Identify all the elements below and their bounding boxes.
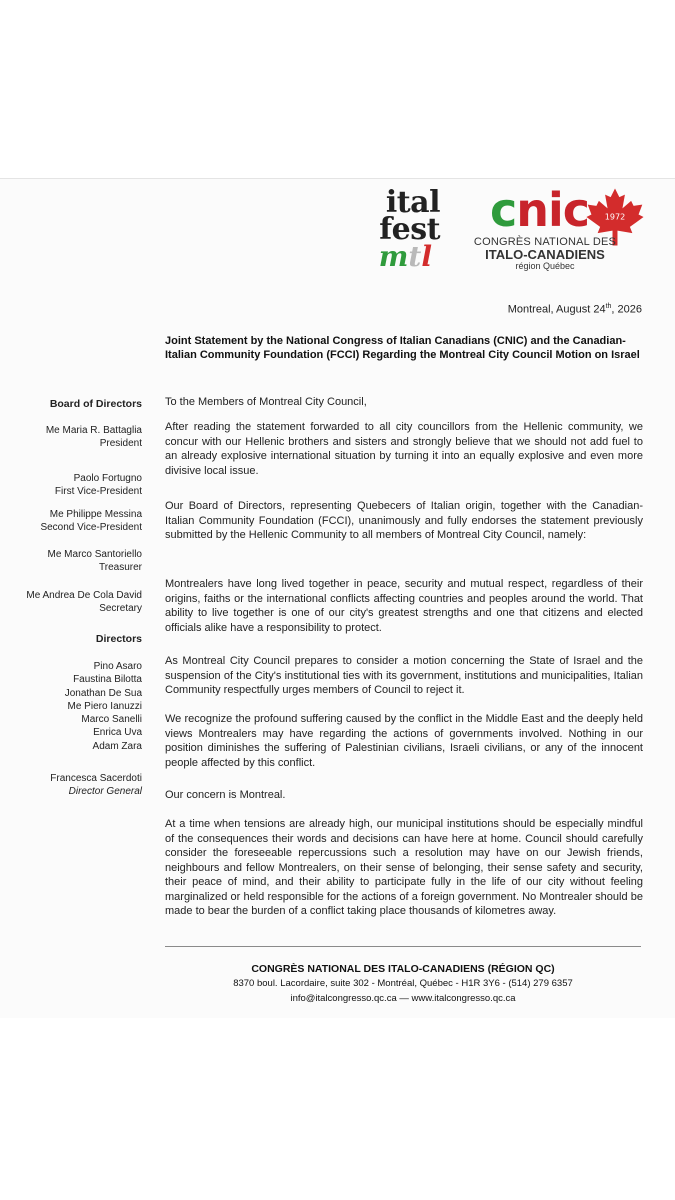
board-member	[20, 589, 142, 615]
board-member-name: Paolo Fortugno	[73, 473, 142, 484]
board-heading: Board of Directors	[49, 398, 142, 410]
board-member-name: Me Andrea De Cola David	[26, 590, 142, 601]
cnic-subtitle-line3: région Québec	[515, 261, 575, 271]
cnic-logo-c: c	[490, 183, 517, 237]
director-name: Faustina Bilotta	[73, 674, 142, 686]
director-name: Jonathan De Sua	[64, 687, 142, 699]
mtl-t: t	[408, 240, 422, 273]
director-general	[20, 772, 142, 798]
cnic-logo-nic: nic	[516, 183, 590, 237]
footer-divider	[165, 946, 641, 947]
board-member-name: Me Marco Santoriello	[47, 549, 142, 560]
director-name: Me Piero Ianuzzi	[67, 700, 142, 712]
footer-address: 8370 boul. Lacordaire, suite 302 - Montréal, Québec - H1R 3Y6 - (514) 279 6357	[233, 978, 573, 989]
cnic-subtitle-line1: CONGRÈS NATIONAL DES	[473, 236, 617, 248]
italfest-logo-line1: ital	[385, 185, 440, 220]
sidebar-directors-heading	[20, 633, 142, 645]
director-name: Enrica Uva	[93, 727, 142, 739]
page-top-edge	[0, 178, 675, 179]
cnic-subtitle-line2: ITALO-CANADIENS	[485, 247, 605, 262]
letter-paragraph: Our Board of Directors, representing Quebecers of Italian origin, together with the Canadian-Italian Community Foundation (FCCI), unanimously and fully endorses the statement previously submitted by the Hellenic Community to all members of Montreal City Council, namely:	[165, 500, 643, 541]
board-member-role: First Vice-President	[54, 486, 142, 497]
date-prefix: Montreal, August 24	[507, 303, 606, 316]
italfest-logo-mtl	[350, 240, 432, 273]
director-name: Adam Zara	[92, 740, 142, 752]
board-member-name: Me Philippe Messina	[49, 509, 142, 520]
cnic-logo-word	[490, 183, 590, 237]
board-member-role: President	[99, 438, 142, 449]
board-member	[20, 548, 142, 574]
letter-paragraph: After reading the statement forwarded to all city councillors from the Hellenic community, we concur with our Hellenic brothers and sisters and strongly believe that we should not add fuel to an already explosive international situation by turning it into an equally explosive and even more divisive local issue.	[165, 421, 643, 477]
board-member-name: Me Maria R. Battaglia	[45, 425, 142, 436]
board-member	[20, 508, 142, 534]
board-member-role: Secretary	[99, 603, 142, 614]
mtl-m: m	[378, 240, 409, 273]
footer-organization: CONGRÈS NATIONAL DES ITALO-CANADIENS (RÉGION QC)	[251, 963, 555, 975]
italfest-logo	[350, 185, 440, 273]
cnic-logo-subtitle	[470, 236, 620, 272]
letter-paragraph: Montrealers have long lived together in peace, security and mutual respect, regardless of their origins, faiths or the international conflicts affecting countries and peoples around the world. That ability to live together is one of our city's greatest strengths and one that citizens and elected officials alike have a responsibility to protect.	[165, 578, 643, 634]
footer-contact: info@italcongresso.qc.ca — www.italcongresso.qc.ca	[290, 993, 516, 1004]
director-name: Marco Sanelli	[81, 714, 142, 726]
letter-paragraph: Our concern is Montreal.	[165, 789, 286, 801]
italfest-logo-line2: fest	[379, 212, 440, 247]
letter-paragraph: We recognize the profound suffering caused by the conflict in the Middle East and the deeply held views Montrealers may have regarding the actions of governments involved. Nothing in our position diminishes the suffering of Palestinian civilians, Israeli civilians, or any of the innocent people affected by this conflict.	[165, 713, 643, 769]
mtl-l: l	[421, 240, 432, 273]
letter-paragraph: As Montreal City Council prepares to consider a motion concerning the State of Israel and the suspension of the City's institutional ties with its government, institutions and municipalities, Italian Community respectfully urges members of Council to reject it.	[165, 655, 643, 696]
board-member-role: Treasurer	[99, 562, 142, 573]
date-year: , 2026	[611, 303, 642, 316]
board-member	[20, 472, 142, 498]
directors-heading: Directors	[95, 633, 142, 645]
directors-list	[20, 660, 142, 753]
letter-paragraph: At a time when tensions are already high, our municipal institutions should be especially mindful of the consequences their words and decisions can have here at home. Council should carefully consider the foreseeable repercussions such a resolution may have on our Jewish friends, neighbours and fellow Montrealers, on their sense of belonging, their sense safety and security, their peace of mind, and their ability to participate fully in the life of our city without feeling marginalized or held responsible for the actions of a foreign government. No Montrealer should be made to bear the burden of a conflict taking place thousands of kilometres away.	[165, 818, 643, 917]
director-general-title: Director General	[68, 786, 142, 797]
letter-date	[420, 303, 642, 316]
letter-subject: Joint Statement by the National Congress of Italian Canadians (CNIC) and the Canadian-Italian Community Foundation (FCCI) Regarding the Montreal City Council Motion on Israel	[165, 335, 640, 361]
cnic-year: 1972	[604, 212, 626, 222]
board-member	[20, 424, 142, 450]
letterhead-footer	[165, 962, 641, 1006]
date-suffix-ordinal: th	[605, 303, 612, 310]
director-general-name: Francesca Sacerdoti	[50, 773, 142, 784]
sidebar-board-heading	[20, 398, 142, 410]
director-name: Pino Asaro	[93, 661, 142, 672]
letter-salutation: To the Members of Montreal City Council,	[165, 396, 367, 408]
board-member-role: Second Vice-President	[40, 522, 142, 533]
